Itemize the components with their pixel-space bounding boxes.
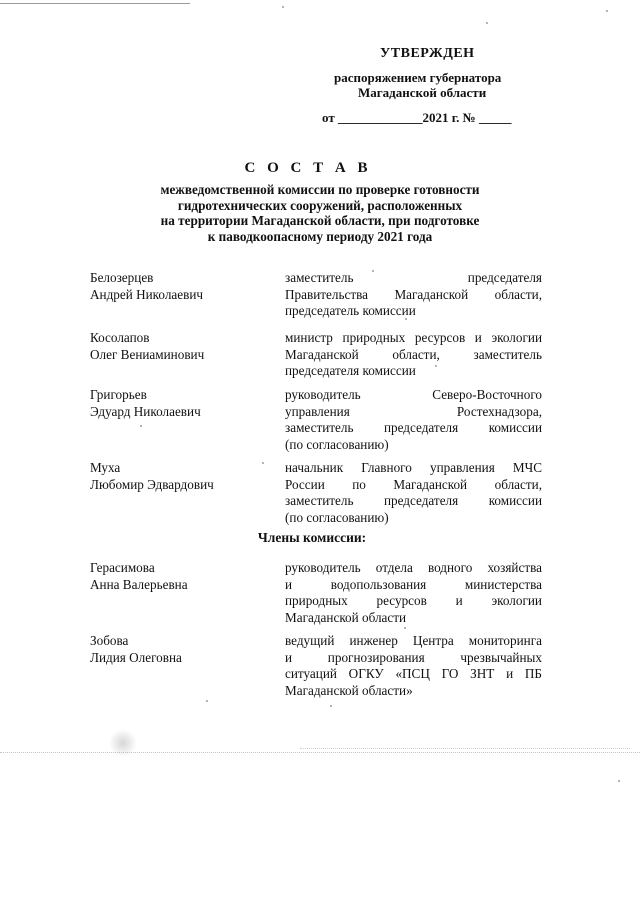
role-line: ведущий инженер Центра мониторинга — [285, 633, 542, 648]
member-surname: Муха — [90, 460, 121, 475]
role-line: (по согласованию) — [285, 509, 389, 525]
role-line: и прогнозирования чрезвычайных — [285, 649, 542, 665]
scan-speck — [140, 425, 142, 427]
member-surname: Зобова — [90, 633, 129, 648]
role-line: ситуаций ОГКУ «ПСЦ ГО ЗНТ и ПБ — [285, 666, 542, 681]
approval-authority: распоряжением губернатора — [334, 70, 502, 85]
subtitle-line: гидротехнических сооружений, расположенных — [177, 197, 463, 213]
role-line: природных ресурсов и экологии — [285, 593, 542, 608]
role-line: председатель комиссии — [285, 303, 416, 318]
subtitle-line: на территории Магаданской области, при подготовке — [160, 213, 480, 228]
member-given-names: Андрей Николаевич — [90, 286, 204, 302]
member-role — [285, 270, 542, 320]
scan-smudge — [110, 730, 136, 756]
member-role — [285, 460, 542, 526]
member-role — [285, 330, 542, 380]
scan-fold-line-faint — [300, 748, 630, 749]
document-subtitle — [120, 182, 520, 244]
scan-speck — [206, 700, 208, 702]
role-line: начальник Главного управления МЧС — [285, 460, 542, 475]
member-surname: Герасимова — [90, 560, 155, 575]
role-line: Магаданской области» — [285, 682, 413, 698]
member-surname: Косолапов — [90, 330, 150, 345]
approval-title: УТВЕРЖДЕН — [380, 46, 475, 61]
member-name — [90, 460, 270, 493]
member-name — [90, 560, 270, 593]
approval-region: Магаданской области — [358, 85, 487, 100]
members-heading: Члены комиссии: — [257, 530, 367, 545]
member-given-names: Анна Валерьевна — [90, 576, 188, 592]
role-line: Магаданской области, заместитель — [285, 346, 542, 362]
role-line: России по Магаданской области, — [285, 476, 542, 492]
member-name — [90, 270, 270, 303]
role-line: Магаданской области — [285, 609, 407, 625]
role-line: председателя комиссии — [285, 363, 416, 378]
member-role — [285, 633, 542, 699]
scan-edge-line — [0, 3, 190, 4]
scan-fold-line — [0, 752, 640, 753]
approval-date-line: от _____________2021 г. № _____ — [322, 110, 512, 125]
scan-speck — [404, 627, 406, 629]
scan-speck — [618, 780, 620, 782]
role-line: и водопользования министерства — [285, 576, 542, 592]
role-line: Правительства Магаданской области, — [285, 286, 542, 302]
member-given-names: Лидия Олеговна — [90, 649, 182, 665]
subtitle-line: к паводкоопасному периоду 2021 года — [207, 228, 433, 244]
role-line: заместитель председателя комиссии — [285, 493, 542, 508]
member-given-names: Эдуард Николаевич — [90, 403, 201, 419]
role-line: заместитель председателя комиссии — [285, 420, 542, 435]
role-line: управления Ростехнадзора, — [285, 403, 542, 419]
member-name — [90, 330, 270, 363]
member-surname: Белозерцев — [90, 270, 154, 285]
document-title: С О С Т А В — [244, 160, 372, 176]
scan-speck — [330, 705, 332, 707]
scan-speck — [606, 10, 608, 12]
subtitle-line: межведомственной комиссии по проверке готовности — [160, 182, 480, 197]
role-line: (по согласованию) — [285, 436, 389, 452]
member-role — [285, 387, 542, 453]
member-given-names: Любомир Эдвардович — [90, 476, 214, 492]
role-line: руководитель Северо-Восточного — [285, 387, 542, 402]
role-line: министр природных ресурсов и экологии — [285, 330, 542, 345]
scan-speck — [282, 6, 284, 8]
role-line: заместитель председателя — [285, 270, 542, 285]
member-name — [90, 387, 270, 420]
scan-speck — [486, 22, 488, 24]
member-name — [90, 633, 270, 666]
member-given-names: Олег Вениаминович — [90, 346, 205, 362]
member-surname: Григорьев — [90, 387, 147, 402]
member-role — [285, 560, 542, 626]
role-line: руководитель отдела водного хозяйства — [285, 560, 542, 575]
